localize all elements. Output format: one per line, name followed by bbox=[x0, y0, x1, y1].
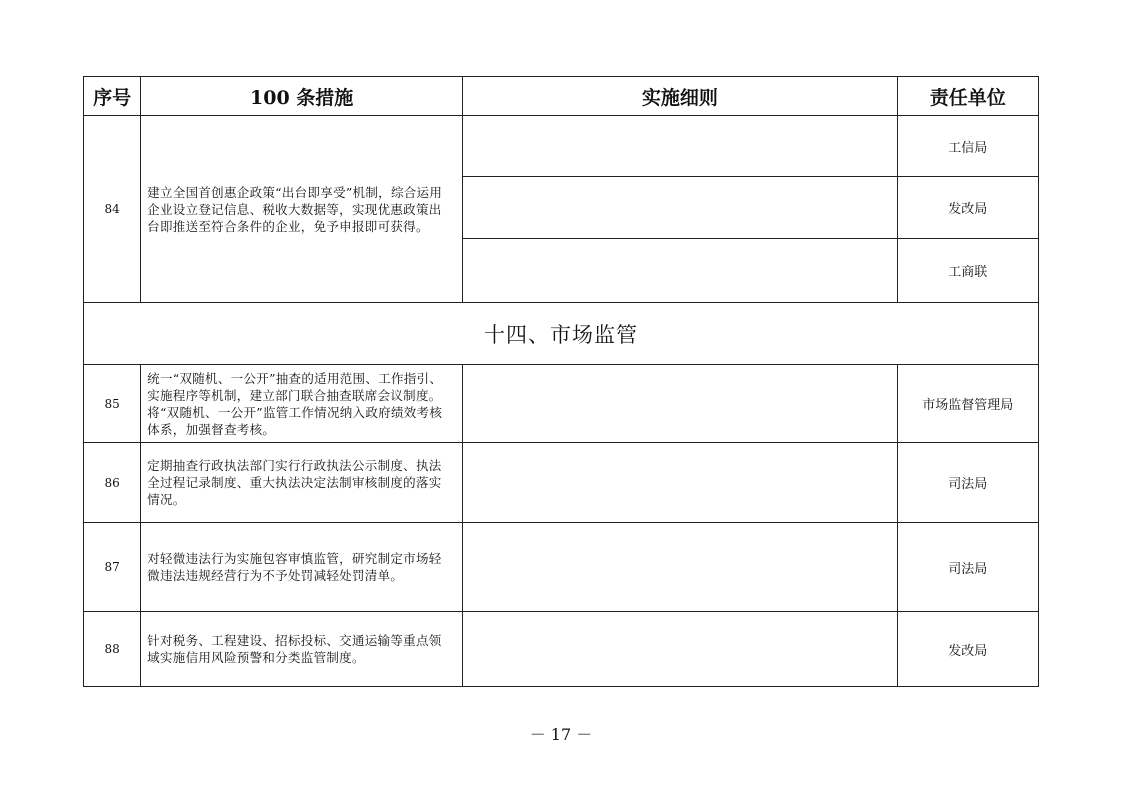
responsible-unit: 发改局 bbox=[897, 612, 1038, 687]
table-header-row bbox=[84, 77, 1039, 116]
detail-cell bbox=[463, 612, 897, 687]
responsible-unit: 市场监督管理局 bbox=[897, 365, 1038, 443]
responsible-unit: 发改局 bbox=[897, 177, 1038, 239]
row-number: 85 bbox=[84, 365, 141, 443]
responsible-unit: 工信局 bbox=[897, 116, 1038, 177]
row-number: 86 bbox=[84, 443, 141, 523]
table-row bbox=[84, 523, 1039, 612]
detail-cell bbox=[463, 116, 897, 177]
detail-cell bbox=[463, 239, 897, 303]
header-no: 序号 bbox=[84, 77, 141, 116]
header-unit: 责任单位 bbox=[897, 77, 1038, 116]
measure-text: 定期抽查行政执法部门实行行政执法公示制度、执法全过程记录制度、重大执法决定法制审核制度的落实情况。 bbox=[141, 443, 463, 523]
measures-table bbox=[83, 76, 1039, 687]
detail-cell bbox=[463, 443, 897, 523]
detail-cell bbox=[463, 177, 897, 239]
row-number: 88 bbox=[84, 612, 141, 687]
responsible-unit: 司法局 bbox=[897, 443, 1038, 523]
measure-text: 针对税务、工程建设、招标投标、交通运输等重点领域实施信用风险预警和分类监管制度。 bbox=[141, 612, 463, 687]
header-detail: 实施细则 bbox=[463, 77, 897, 116]
measure-text: 对轻微违法行为实施包容审慎监管，研究制定市场轻微违法违规经营行为不予处罚减轻处罚清单。 bbox=[141, 523, 463, 612]
detail-cell bbox=[463, 523, 897, 612]
row-number: 87 bbox=[84, 523, 141, 612]
responsible-unit: 司法局 bbox=[897, 523, 1038, 612]
header-measure: 100 条措施 bbox=[141, 77, 463, 116]
detail-cell bbox=[463, 365, 897, 443]
table-row bbox=[84, 116, 1039, 177]
responsible-unit: 工商联 bbox=[897, 239, 1038, 303]
table-row bbox=[84, 612, 1039, 687]
row-number: 84 bbox=[84, 116, 141, 303]
measure-text: 建立全国首创惠企政策“出台即享受”机制，综合运用企业设立登记信息、税收大数据等，实现优惠政策出台即推送至符合条件的企业，免予申报即可获得。 bbox=[141, 116, 463, 303]
section-title: 十四、市场监管 bbox=[84, 303, 1039, 365]
table-row bbox=[84, 365, 1039, 443]
table-row bbox=[84, 443, 1039, 523]
measure-text: 统一“双随机、一公开”抽查的适用范围、工作指引、实施程序等机制，建立部门联合抽查联席会议制度。将“双随机、一公开”监管工作情况纳入政府绩效考核体系，加强督查考核。 bbox=[141, 365, 463, 443]
page-number: － 17 － bbox=[529, 725, 593, 744]
section-row bbox=[84, 303, 1039, 365]
